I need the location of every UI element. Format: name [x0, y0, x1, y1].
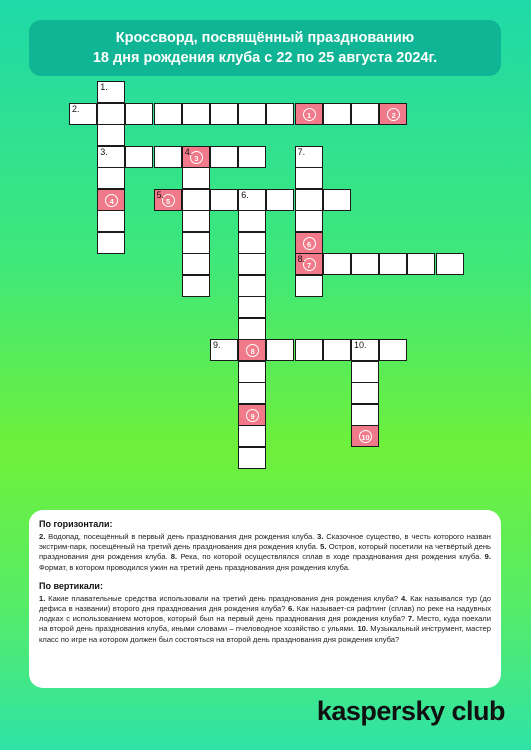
grid-cell[interactable] — [154, 103, 182, 125]
grid-cell[interactable] — [295, 167, 323, 189]
kaspersky-club-logo: kaspersky club — [316, 696, 505, 726]
clue-across-2: 2. Водопад, посещённый в первый день празднования дня рождения клуба. — [39, 532, 315, 541]
grid-cell[interactable] — [238, 103, 266, 125]
grid-cell[interactable] — [295, 275, 323, 297]
clue-number: 1. — [100, 82, 108, 92]
grid-cell[interactable] — [97, 81, 125, 103]
grid-cell[interactable] — [351, 361, 379, 383]
grid-cell[interactable] — [351, 404, 379, 426]
answer-letter-badge: 4 — [105, 194, 118, 207]
answer-letter-badge: 10 — [359, 430, 372, 443]
grid-cell[interactable] — [238, 210, 266, 232]
clue-number: 2. — [72, 103, 80, 114]
grid-cell[interactable] — [125, 103, 153, 125]
grid-cell[interactable] — [97, 210, 125, 232]
down-heading: По вертикали: — [39, 580, 103, 591]
clue-down-6: 6. Как называет-ся рафтинг (сплав) по реке на надувных лодках с использованием моторов, который был на первый день празднования дня рождения клуба? — [39, 604, 491, 624]
grid-cell[interactable] — [351, 425, 379, 447]
grid-cell[interactable] — [154, 189, 182, 211]
clue-number: 9. — [213, 340, 221, 350]
across-clues — [39, 532, 491, 573]
grid-cell[interactable] — [238, 275, 266, 297]
grid-cell[interactable] — [182, 146, 210, 168]
grid-cell[interactable] — [295, 103, 323, 125]
title-line-1: Кроссворд, посвящённый празднованию — [115, 30, 415, 46]
grid-cell[interactable] — [238, 361, 266, 383]
down-clues — [39, 594, 491, 645]
grid-cell[interactable] — [379, 103, 407, 125]
clue-number: 3. — [100, 146, 108, 157]
clue-down-1: 1. Какие плавательные средства использовали на третий день празднования дня рождения клуба? — [39, 593, 399, 603]
grid-cell[interactable] — [182, 189, 210, 211]
grid-cell[interactable] — [182, 232, 210, 254]
answer-letter-badge: 1 — [303, 108, 316, 121]
clue-number: 10. — [354, 340, 367, 350]
grid-cell[interactable] — [69, 103, 97, 125]
grid-cell[interactable] — [295, 189, 323, 211]
clue-down-7: 7. Место, куда поехали на второй день празднования клуба, иными словами – пчеловодное хозяйство с ульями. — [39, 614, 491, 634]
grid-cell[interactable] — [182, 253, 210, 275]
grid-cell[interactable] — [238, 296, 266, 318]
grid-cell[interactable] — [436, 253, 464, 275]
clue-number: 6. — [241, 189, 249, 200]
clues-panel — [29, 510, 501, 688]
grid-cell[interactable] — [97, 103, 125, 125]
grid-cell[interactable] — [210, 189, 238, 211]
answer-letter-badge: 6 — [303, 237, 316, 250]
across-heading: По горизонтали: — [39, 519, 113, 529]
grid-cell[interactable] — [323, 339, 351, 361]
grid-cell[interactable] — [238, 232, 266, 254]
clue-number: 7. — [297, 146, 306, 157]
grid-cell[interactable] — [295, 253, 323, 275]
answer-letter-badge: 7 — [303, 258, 316, 271]
grid-cell[interactable] — [238, 447, 266, 469]
grid-cell[interactable] — [295, 339, 323, 361]
answer-letter-badge: 9 — [246, 409, 259, 422]
grid-cell[interactable] — [351, 339, 379, 361]
grid-cell[interactable] — [379, 339, 407, 361]
grid-cell[interactable] — [154, 146, 182, 168]
grid-cell[interactable] — [238, 253, 266, 275]
grid-cell[interactable] — [351, 103, 379, 125]
grid-cell[interactable] — [266, 339, 294, 361]
clue-across-5: 5. Остров, который посетили на четвёртый день празднования дня рождения клуба. — [39, 542, 491, 562]
clue-across-9: 9. Формат, в котором проводился ужин на третий день празднования дня рождения клуба. — [39, 552, 491, 572]
grid-cell[interactable] — [182, 275, 210, 297]
answer-letter-badge: 8 — [246, 344, 259, 357]
grid-cell[interactable] — [97, 124, 125, 146]
grid-cell[interactable] — [238, 404, 266, 426]
grid-cell[interactable] — [295, 146, 323, 168]
clue-down-10: 10. Музыкальный инструмент, мастер класс по игре на котором должен был состояться на второй день празднования дня рождения клуба? — [39, 624, 491, 644]
grid-cell[interactable] — [125, 146, 153, 168]
grid-cell[interactable] — [97, 167, 125, 189]
grid-cell[interactable] — [266, 189, 294, 211]
grid-cell[interactable] — [351, 382, 379, 404]
title-line-2: 18 дня рождения клуба с 22 по 25 августа 2024г. — [92, 50, 438, 66]
grid-cell[interactable] — [97, 146, 125, 168]
grid-cell[interactable] — [210, 339, 238, 361]
grid-cell[interactable] — [238, 382, 266, 404]
grid-cell[interactable] — [295, 210, 323, 232]
grid-cell[interactable] — [182, 167, 210, 189]
grid-cell[interactable] — [238, 146, 266, 168]
grid-cell[interactable] — [238, 318, 266, 340]
grid-cell[interactable] — [97, 189, 125, 211]
answer-letter-badge: 5 — [162, 194, 175, 207]
grid-cell[interactable] — [295, 232, 323, 254]
grid-cell[interactable] — [323, 253, 351, 275]
grid-cell[interactable] — [238, 189, 266, 211]
answer-letter-badge: 3 — [190, 151, 203, 164]
grid-cell[interactable] — [351, 253, 379, 275]
grid-cell[interactable] — [407, 253, 435, 275]
clue-across-8: 8. Река, по которой осуществлялся сплав в ходе празднования дня рождения клуба. — [170, 552, 482, 562]
clue-across-3: 3. Сказочное существо, в честь которого назван экстрим-парк, посещённый на третий день празднования дня рождения клуба. — [39, 532, 491, 552]
clue-number: 4. — [184, 146, 193, 157]
grid-cell[interactable] — [210, 103, 238, 125]
grid-cell[interactable] — [323, 189, 351, 211]
clue-number: 8. — [297, 254, 306, 264]
grid-cell[interactable] — [238, 339, 266, 361]
grid-cell[interactable] — [266, 103, 294, 125]
grid-cell[interactable] — [210, 146, 238, 168]
grid-cell[interactable] — [323, 103, 351, 125]
grid-cell[interactable] — [238, 425, 266, 447]
grid-cell[interactable] — [97, 232, 125, 254]
answer-letter-badge: 2 — [387, 108, 400, 121]
grid-cell[interactable] — [182, 103, 210, 125]
grid-cell[interactable] — [182, 210, 210, 232]
grid-cell[interactable] — [379, 253, 407, 275]
clue-down-4: 4. Как назывался тур (до дефиса в названии) второго дня празднования дня рождения клуба? — [39, 593, 491, 614]
clue-number: 5. — [156, 189, 165, 200]
